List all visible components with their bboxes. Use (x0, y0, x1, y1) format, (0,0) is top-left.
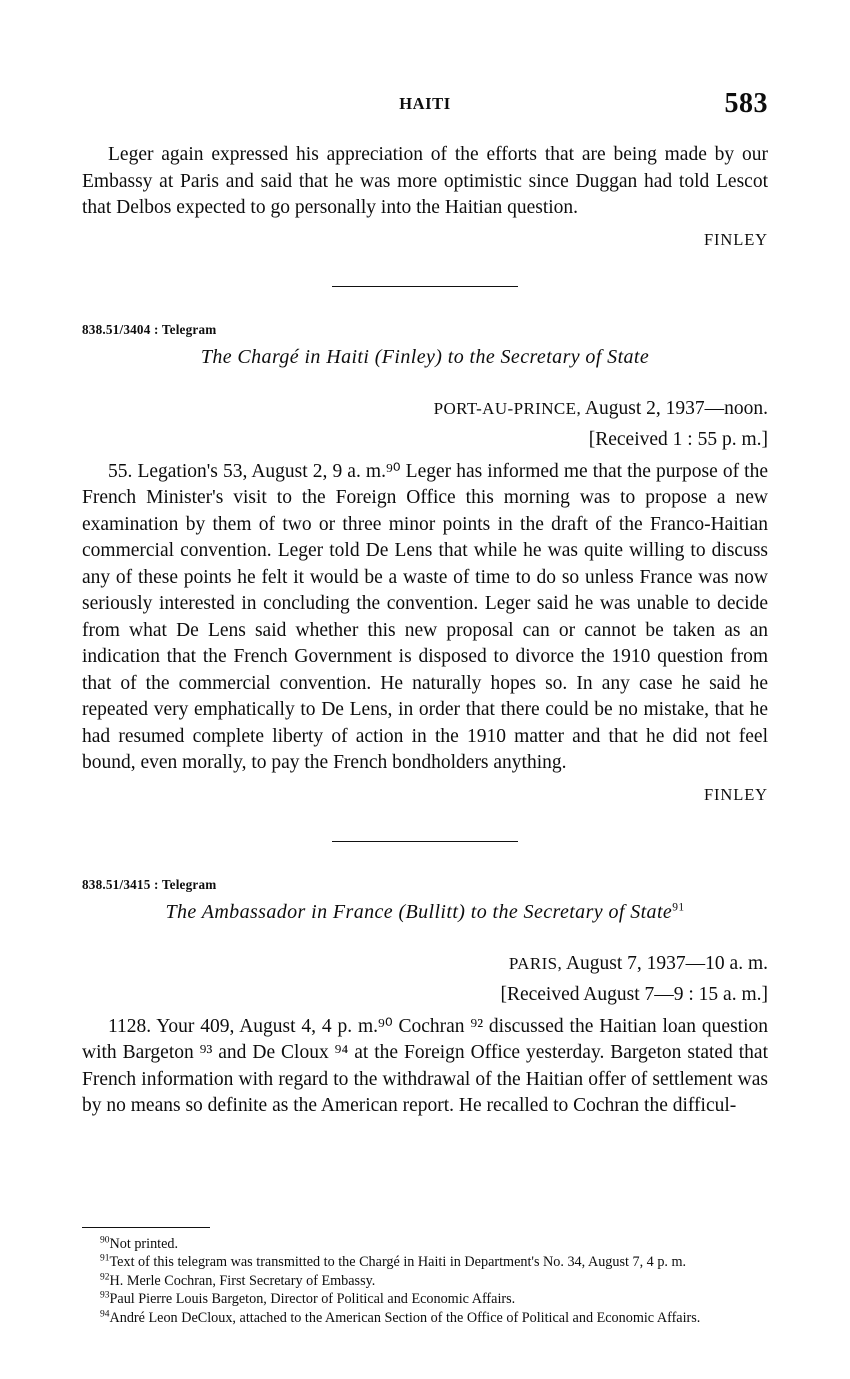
dateline-date-2: August 7, 1937—10 a. m. (562, 952, 768, 974)
document-body-1: 55. Legation's 53, August 2, 9 a. m.⁹⁰ Leger has informed me that the purpose of the French Minister's visit to the Foreign Office this morning was to propose a new examination by them of two or three minor points in the draft of the Franco-Haitian commercial convention. Leger told De Lens that while he was quite willing to discuss any of these points he felt it would be a waste of time to do so unless France was now seriously interested in concluding the convention. Leger said he was unable to decide from what De Lens said whether this new proposal can or cannot be taken as an indication that the French Government is disposed to divorce the 1910 question from that of the commercial convention. He naturally hopes so. In any case he said he repeated very emphatically to De Lens, in order that there could be no mistake, that he had resumed complete liberty of action in the 1910 matter and that he did not feel bound, even morally, to pay the French bondholders anything. (82, 460, 768, 773)
footnote-item (82, 1235, 768, 1254)
file-number-1: 838.51/3404 : Telegram (82, 321, 217, 337)
dateline-2 (82, 950, 768, 977)
footnote-rule (82, 1227, 210, 1228)
footnote-marker: 94 (100, 1308, 110, 1319)
footnote-text: Paul Pierre Louis Bargeton, Director of Political and Economic Affairs. (109, 1291, 516, 1307)
received-line-1: [Received 1 : 55 p. m.] (588, 428, 768, 450)
running-head: HAITI (399, 94, 451, 113)
title-footnote-marker-2: 91 (672, 900, 685, 913)
footnote-marker: 92 (100, 1271, 110, 1282)
footnote-item (82, 1253, 768, 1272)
dateline-1 (82, 395, 768, 422)
dateline-place-1: PORT-AU-PRINCE, (433, 398, 582, 418)
footnote-text: Not printed. (109, 1235, 179, 1252)
footnote-marker: 90 (100, 1234, 110, 1245)
footnote-text: Text of this telegram was transmitted to the Chargé in Haiti in Department's No. 34, August 7, 4 p. m. (109, 1254, 687, 1270)
document-title-text-2: The Ambassador in France (Bullitt) to the Secretary of State (165, 900, 673, 923)
divider-rule (332, 841, 518, 842)
continued-paragraph: Leger again expressed his appreciation of the efforts that are being made by our Embassy at Paris and said that he was more optimistic since Duggan had told Lescot that Delbos expected to go personally into the Haitian question. (82, 144, 768, 218)
section-divider-2 (82, 833, 768, 851)
document-title-2 (82, 901, 768, 924)
divider-rule (332, 286, 518, 287)
dateline-place-2: PARIS, (508, 953, 563, 973)
page-number: 583 (724, 88, 768, 119)
received-line-2: [Received August 7—9 : 15 a. m.] (500, 983, 768, 1005)
footnotes-block (82, 1227, 768, 1328)
footnote-marker: 93 (100, 1290, 110, 1301)
section-divider-1 (82, 278, 768, 296)
file-number-2: 838.51/3415 : Telegram (82, 876, 217, 892)
footnote-text: André Leon DeCloux, attached to the American Section of the Office of Political and Economic Affairs. (109, 1309, 701, 1326)
signature-finley-1: FINLEY (703, 229, 768, 249)
signature-finley-2: FINLEY (703, 784, 768, 804)
footnote-item (82, 1309, 768, 1328)
footnote-text: H. Merle Cochran, First Secretary of Embassy. (109, 1272, 376, 1289)
document-title-1: The Chargé in Haiti (Finley) to the Secretary of State (200, 345, 650, 368)
footnote-item (82, 1272, 768, 1291)
document-body-2: 1128. Your 409, August 4, 4 p. m.⁹⁰ Cochran ⁹² discussed the Haitian loan question with Bargeton ⁹³ and De Cloux ⁹⁴ at the Foreign Office yesterday. Bargeton stated that French information with regard to the withdrawal of the Haitian offer of settlement was by no means so definite as the American report. He recalled to Cochran the difficul- (82, 1015, 768, 1116)
dateline-date-1: August 2, 1937—noon. (581, 397, 768, 419)
page-header (82, 88, 768, 128)
footnote-marker: 91 (100, 1253, 110, 1264)
footnote-item (82, 1290, 768, 1309)
